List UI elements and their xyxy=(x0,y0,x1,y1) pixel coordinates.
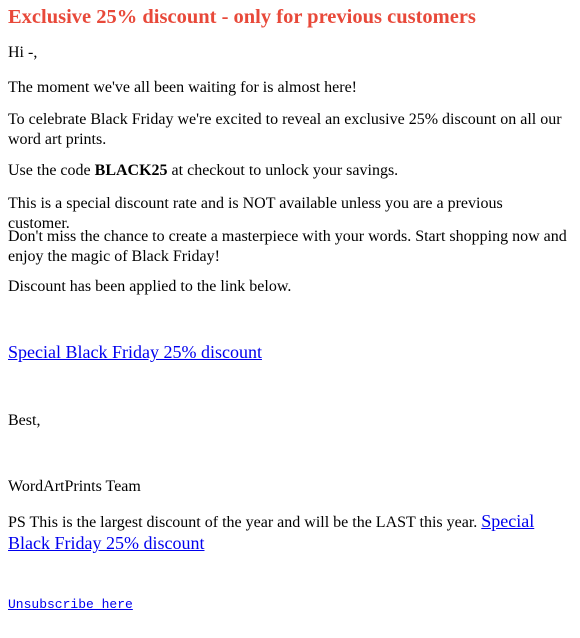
team-signature: WordArtPrints Team xyxy=(8,478,141,495)
promo-code: BLACK25 xyxy=(94,162,168,179)
discount-link[interactable]: Special Black Friday 25% discount xyxy=(8,342,262,362)
code-text-after: at checkout to unlock your savings. xyxy=(167,162,399,179)
special-rate-paragraph: This is a special discount rate and is NOT available unless you are a previous customer. xyxy=(8,195,503,232)
applied-paragraph: Discount has been applied to the link below. xyxy=(8,278,292,295)
ps-discount-link[interactable]: Special Black Friday 25% discount xyxy=(8,511,535,553)
intro-paragraph: The moment we've all been waiting for is almost here! xyxy=(8,79,357,96)
ps-text: PS This is the largest discount of the year and will be the LAST this year. xyxy=(8,514,482,531)
signoff: Best, xyxy=(8,412,41,429)
celebrate-paragraph: To celebrate Black Friday we're excited to reveal an exclusive 25% discount on all our word art prints. xyxy=(8,111,562,148)
unsubscribe-link[interactable]: Unsubscribe here xyxy=(8,597,133,612)
code-paragraph xyxy=(8,161,568,181)
email-title: Exclusive 25% discount - only for previous customers xyxy=(8,6,476,28)
masterpiece-paragraph: Don't miss the chance to create a masterpiece with your words. Start shopping now and enjoy the magic of Black Friday! xyxy=(8,228,567,265)
ps-paragraph xyxy=(8,511,568,555)
code-text-before: Use the code xyxy=(8,162,95,179)
greeting: Hi -, xyxy=(8,44,38,61)
